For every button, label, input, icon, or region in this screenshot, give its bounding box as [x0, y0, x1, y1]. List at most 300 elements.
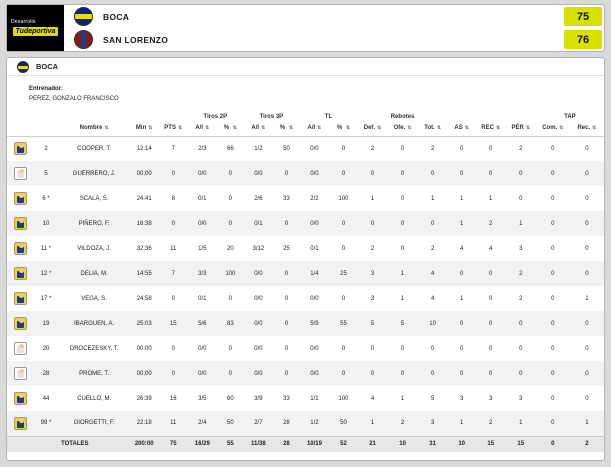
player-name[interactable]: COOPER, T.: [77, 145, 112, 152]
col-3p-ai[interactable]: A/I ⇅: [243, 121, 273, 136]
player-name[interactable]: GUERRERO, J.: [72, 170, 116, 177]
cell-as: 0: [460, 170, 464, 177]
coach-name: PEREZ, GONZALO FRANCISCO: [29, 96, 119, 102]
cell-tap-com: 0: [551, 370, 555, 377]
cell-as: 1: [460, 420, 464, 427]
boca-crest-icon: [17, 61, 29, 73]
cell-pts: 0: [171, 170, 175, 177]
cell-2p-ai: 0/0: [198, 220, 207, 227]
cell-per: 1: [519, 220, 523, 227]
col-pts[interactable]: PTS ⇅: [159, 121, 187, 136]
cell-per: 0: [519, 320, 523, 327]
cell-tl-ai: 5/9: [310, 320, 319, 327]
cell-tl-ai: 0/0: [310, 370, 319, 377]
cell-2p-pct: 0: [228, 170, 232, 177]
cell-tl-pct: 50: [340, 420, 347, 427]
cell-pts: 0: [171, 295, 175, 302]
col-reb-tot[interactable]: Tot. ⇅: [418, 121, 448, 136]
cell-tap-com: 0: [551, 420, 555, 427]
coach-label: Entrenador:: [29, 86, 64, 92]
player-avatar-cell: [7, 311, 33, 336]
totals-3p-ai: 11/38: [243, 436, 273, 452]
player-number: 11 *: [40, 245, 52, 252]
totals-3p-pct: 28: [273, 436, 299, 452]
cell-2p-pct: 100: [225, 270, 236, 277]
col-tl-ai[interactable]: A/I ⇅: [299, 121, 329, 136]
cell-per: 1: [519, 420, 523, 427]
player-icon-blue: [14, 392, 27, 405]
player-icon-blue: [14, 292, 27, 305]
broadcast-logo: [7, 5, 64, 51]
player-name[interactable]: DELIA, M.: [80, 270, 108, 277]
scoreboard: [6, 4, 605, 52]
cell-min: 25:03: [136, 320, 152, 327]
cell-tl-ai: 0/1: [310, 245, 319, 252]
player-avatar-cell: [7, 161, 33, 186]
cell-tap-rec: 0: [585, 370, 589, 377]
cell-reb-tot: 0: [430, 370, 435, 377]
player-icon-blue: [14, 267, 27, 280]
cell-2p-ai: 0/0: [198, 345, 207, 352]
cell-rec: 2: [489, 220, 493, 227]
player-icon-blue: [14, 142, 27, 155]
totals-2p-pct: 55: [217, 436, 243, 452]
cell-2p-ai: 5/6: [198, 320, 207, 327]
table-head: [7, 108, 604, 136]
cell-reb-def: 3: [370, 295, 375, 302]
cell-rec: 0: [489, 270, 493, 277]
group-blank2: [448, 108, 536, 121]
cell-2p-pct: 0: [228, 295, 232, 302]
cell-3p-pct: 0: [284, 220, 289, 227]
cell-tl-ai: 1/2: [310, 420, 319, 427]
player-name[interactable]: DROCEZESKY, T.: [69, 345, 119, 352]
col-min[interactable]: Min ⇅: [129, 121, 159, 136]
cell-3p-pct: 0: [284, 270, 289, 277]
player-number: 20: [42, 345, 50, 352]
cell-pts: 7: [171, 145, 175, 152]
cell-2p-pct: 66: [226, 145, 234, 152]
boxscore-panel: [6, 57, 605, 461]
cell-reb-ofe: 1: [400, 395, 405, 402]
cell-2p-ai: 0/0: [198, 370, 207, 377]
cell-3p-ai: 0/0: [254, 370, 263, 377]
cell-reb-tot: 0: [430, 345, 435, 352]
cell-3p-pct: 0: [284, 295, 289, 302]
totals-reb-ofe: 10: [388, 436, 418, 452]
cell-rec: 1: [489, 195, 493, 202]
col-num-sort[interactable]: [33, 121, 59, 136]
cell-3p-pct: 0: [284, 170, 289, 177]
table-row[interactable]: [7, 136, 604, 161]
cell-3p-ai: 0/0: [254, 345, 263, 352]
cell-per: 3: [519, 245, 523, 252]
boxscore-table: [7, 108, 604, 452]
cell-reb-ofe: 5: [400, 320, 405, 327]
player-avatar-cell: [7, 361, 33, 386]
cell-per: 2: [519, 145, 523, 152]
table-row[interactable]: [7, 386, 604, 411]
cell-tl-pct: 55: [340, 320, 347, 327]
player-name[interactable]: VEGA, S.: [81, 295, 107, 302]
cell-min: 24:58: [136, 295, 152, 302]
cell-reb-ofe: 0: [400, 245, 405, 252]
cell-pts: 16: [169, 395, 177, 402]
cell-min: 14:55: [136, 270, 152, 277]
cell-2p-ai: 0/1: [198, 195, 207, 202]
totals-pts: 75: [159, 436, 187, 452]
cell-2p-ai: 0/1: [198, 295, 207, 302]
cell-tl-ai: 0/0: [310, 170, 319, 177]
cell-tl-ai: 2/2: [310, 195, 319, 202]
group-header-row: [7, 108, 604, 121]
table-row[interactable]: [7, 211, 604, 236]
cell-tl-pct: 0: [341, 370, 346, 377]
scoreboard-team-row-home[interactable]: [64, 5, 606, 28]
cell-tap-rec: 0: [585, 195, 589, 202]
player-number: 6 *: [42, 195, 50, 202]
cell-3p-pct: 25: [283, 245, 290, 252]
player-number: 44: [42, 395, 50, 402]
player-name[interactable]: SCALA, S.: [79, 195, 109, 202]
player-icon-blue: [14, 242, 27, 255]
cell-tl-pct: 0: [341, 220, 346, 227]
cell-3p-pct: 50: [283, 145, 290, 152]
totals-min: 200:00: [129, 436, 159, 452]
cell-pts: 15: [169, 320, 177, 327]
cell-reb-tot: 5: [430, 395, 435, 402]
col-per[interactable]: PÉR ⇅: [506, 121, 536, 136]
table-row[interactable]: [7, 236, 604, 261]
cell-as: 0: [460, 145, 464, 152]
cell-tap-rec: 0: [585, 245, 589, 252]
cell-reb-ofe: 1: [400, 270, 405, 277]
table-row[interactable]: [7, 411, 604, 436]
cell-3p-ai: 0/0: [254, 295, 263, 302]
player-avatar-cell: [7, 386, 33, 411]
col-tap-rec[interactable]: Rec. ⇅: [570, 121, 604, 136]
col-as[interactable]: AS ⇅: [448, 121, 476, 136]
totals-row: [7, 436, 604, 452]
totals-reb-tot: 31: [418, 436, 448, 452]
logo-mark: Tudeportiva: [13, 27, 59, 36]
cell-reb-tot: 1: [430, 195, 435, 202]
cell-2p-ai: 0/0: [198, 170, 207, 177]
player-avatar-cell: [7, 136, 33, 161]
cell-rec: 0: [489, 170, 493, 177]
cell-reb-ofe: 0: [400, 345, 405, 352]
player-number: 5: [44, 170, 48, 177]
player-avatar-cell: [7, 211, 33, 236]
cell-tl-pct: 100: [338, 395, 349, 402]
cell-tl-ai: 0/0: [310, 220, 319, 227]
cell-reb-ofe: 2: [400, 420, 405, 427]
cell-pts: 11: [170, 245, 177, 252]
cell-tap-rec: 1: [585, 295, 589, 302]
table-row[interactable]: [7, 161, 604, 186]
cell-tl-ai: 0/0: [310, 345, 319, 352]
cell-reb-tot: 0: [430, 170, 435, 177]
player-number: 28: [42, 370, 50, 377]
cell-reb-tot: 3: [430, 420, 435, 427]
panel-team-title: BOCA: [36, 62, 59, 71]
cell-per: 0: [519, 345, 523, 352]
cell-as: 1: [460, 220, 464, 227]
table-row[interactable]: [7, 186, 604, 211]
cell-2p-pct: 20: [226, 245, 234, 252]
cell-as: 0: [460, 270, 464, 277]
cell-rec: 3: [489, 395, 493, 402]
col-reb-ofe[interactable]: Ofe. ⇅: [388, 121, 418, 136]
totals-reb-def: 21: [358, 436, 388, 452]
cell-rec: 0: [489, 145, 493, 152]
cell-pts: 7: [171, 270, 175, 277]
player-name[interactable]: CUELLO, M.: [77, 395, 112, 402]
player-name[interactable]: PROME, T.: [79, 370, 110, 377]
cell-tl-pct: 0: [341, 345, 346, 352]
cell-tl-ai: 1/4: [310, 270, 319, 277]
col-2p-ai[interactable]: A/I ⇅: [187, 121, 217, 136]
cell-reb-def: 1: [370, 420, 375, 427]
col-tl-pct[interactable]: % ⇅: [329, 121, 357, 136]
cell-tap-com: 0: [551, 270, 555, 277]
cell-reb-ofe: 0: [400, 170, 405, 177]
cell-reb-ofe: 0: [400, 370, 405, 377]
logo-line1: Desarrollo: [11, 19, 36, 25]
scoreboard-team-row-away[interactable]: [64, 28, 606, 51]
cell-reb-def: 0: [370, 220, 375, 227]
cell-3p-ai: 0/0: [254, 270, 263, 277]
cell-3p-ai: 0/0: [254, 170, 263, 177]
cell-reb-def: 0: [370, 370, 375, 377]
player-avatar-cell: [7, 236, 33, 261]
player-icon-blue: [14, 317, 27, 330]
cell-tap-com: 0: [551, 220, 555, 227]
cell-reb-tot: 10: [429, 320, 436, 327]
cell-3p-ai: 2/7: [254, 420, 263, 427]
cell-tap-com: 0: [551, 145, 555, 152]
player-avatar-cell: [7, 336, 33, 361]
player-number: 99 *: [40, 420, 52, 427]
cell-reb-ofe: 1: [400, 295, 405, 302]
cell-2p-pct: 0: [228, 220, 232, 227]
player-number: 17 *: [40, 295, 52, 302]
player-icon-white: [14, 342, 27, 355]
cell-per: 0: [519, 195, 523, 202]
cell-2p-pct: 0: [228, 345, 232, 352]
column-header-row: [7, 121, 604, 136]
cell-tl-pct: 25: [340, 270, 347, 277]
cell-tap-rec: 0: [585, 320, 589, 327]
cell-tap-rec: 0: [585, 270, 589, 277]
cell-per: 0: [519, 170, 523, 177]
boca-crest-icon: [74, 7, 93, 26]
cell-reb-def: 2: [370, 245, 375, 252]
player-number: 12 *: [40, 270, 52, 277]
table-row[interactable]: [7, 361, 604, 386]
away-team-score: 76: [564, 30, 602, 49]
player-icon-white: [14, 167, 27, 180]
col-rec[interactable]: REC ⇅: [476, 121, 506, 136]
cell-rec: 0: [489, 295, 493, 302]
cell-2p-pct: 60: [226, 395, 234, 402]
cell-reb-ofe: 0: [400, 195, 405, 202]
cell-min: 00:00: [136, 370, 152, 377]
cell-tap-com: 0: [551, 170, 555, 177]
cell-tap-rec: 0: [585, 220, 589, 227]
cell-3p-pct: 0: [284, 320, 289, 327]
totals-as: 10: [448, 436, 476, 452]
col-reb-def[interactable]: Def. ⇅: [358, 121, 388, 136]
cell-2p-ai: 1/5: [198, 245, 207, 252]
cell-as: 4: [460, 245, 464, 252]
totals-label: TOTALES: [59, 436, 129, 452]
cell-reb-def: 3: [370, 270, 375, 277]
player-icon-white: [14, 367, 27, 380]
cell-2p-pct: 0: [228, 195, 232, 202]
player-number: 10: [42, 220, 50, 227]
home-team-score: 75: [564, 7, 602, 26]
cell-3p-ai: 1/2: [254, 145, 263, 152]
table-row[interactable]: [7, 336, 604, 361]
table-foot: [7, 436, 604, 452]
cell-as: 0: [460, 345, 464, 352]
table-body: [7, 136, 604, 436]
group-tl: TL: [324, 114, 333, 120]
cell-reb-ofe: 0: [400, 145, 405, 152]
cell-tl-pct: 0: [341, 145, 346, 152]
cell-reb-def: 0: [370, 345, 375, 352]
cell-tap-rec: 0: [585, 170, 589, 177]
cell-3p-ai: 0/0: [254, 320, 263, 327]
cell-3p-pct: 28: [283, 420, 290, 427]
cell-tap-com: 0: [551, 345, 555, 352]
cell-pts: 0: [171, 370, 175, 377]
player-number: 19: [42, 320, 50, 327]
group-tap: TAP: [564, 114, 576, 120]
cell-rec: 0: [489, 370, 493, 377]
totals-rec: 15: [476, 436, 506, 452]
cell-rec: 0: [489, 320, 493, 327]
cell-tap-com: 0: [551, 295, 555, 302]
cell-min: 32:36: [136, 245, 152, 252]
totals-tap-rec: 2: [570, 436, 604, 452]
group-rebotes: Rebotes: [390, 114, 415, 120]
player-avatar-cell: [7, 286, 33, 311]
player-icon-blue: [14, 417, 27, 430]
cell-3p-pct: 0: [284, 345, 289, 352]
cell-min: 16:38: [136, 220, 152, 227]
col-icon-sort[interactable]: [7, 121, 33, 136]
player-avatar-cell: [7, 411, 33, 436]
cell-min: 26:39: [136, 395, 152, 402]
cell-pts: 0: [171, 345, 175, 352]
player-name[interactable]: GIORGETTI, F.: [73, 420, 115, 427]
cell-reb-def: 1: [370, 195, 375, 202]
cell-per: 3: [519, 395, 523, 402]
cell-tl-pct: 0: [341, 245, 346, 252]
player-number: 2: [44, 145, 48, 152]
cell-pts: 11: [170, 420, 177, 427]
cell-rec: 4: [489, 245, 493, 252]
cell-min: 24:41: [136, 195, 152, 202]
totals-2p-ai: 16/29: [187, 436, 217, 452]
group-tiros3p: Tiros 3P: [259, 114, 284, 120]
home-team-name: BOCA: [103, 11, 130, 22]
cell-2p-ai: 2/3: [198, 145, 207, 152]
cell-as: 3: [460, 395, 464, 402]
table-row[interactable]: [7, 311, 604, 336]
player-name[interactable]: PIÑERO, F.: [78, 220, 110, 227]
cell-rec: 2: [489, 420, 493, 427]
cell-tap-rec: 0: [585, 345, 589, 352]
player-icon-blue: [14, 217, 27, 230]
cell-per: 0: [519, 370, 523, 377]
cell-tl-ai: 0/0: [310, 295, 319, 302]
col-2p-pct[interactable]: % ⇅: [217, 121, 243, 136]
totals-tap-com: 0: [536, 436, 570, 452]
cell-2p-ai: 3/3: [198, 270, 207, 277]
cell-min: 22:18: [136, 420, 152, 427]
cell-tap-rec: 1: [585, 420, 589, 427]
cell-tap-com: 0: [551, 195, 555, 202]
coach-block: [7, 76, 604, 108]
totals-tl-pct: 52: [329, 436, 357, 452]
cell-3p-pct: 0: [284, 370, 289, 377]
player-avatar-cell: [7, 186, 33, 211]
cell-3p-ai: 3/12: [252, 245, 265, 252]
player-name[interactable]: VILDOZA, J.: [77, 245, 111, 252]
col-nombre[interactable]: Nombre ⇅: [59, 121, 129, 136]
cell-tap-rec: 0: [585, 395, 589, 402]
cell-tl-ai: 1/1: [310, 395, 319, 402]
totals-blank1: [7, 436, 33, 452]
table-row[interactable]: [7, 261, 604, 286]
cell-as: 0: [460, 320, 464, 327]
cell-tl-pct: 100: [338, 195, 349, 202]
cell-as: 1: [460, 195, 464, 202]
away-team-name: SAN LORENZO: [103, 34, 169, 45]
totals-blank2: [33, 436, 59, 452]
cell-tap-com: 0: [551, 245, 555, 252]
cell-min: 12:14: [136, 145, 152, 152]
cell-rec: 0: [489, 345, 493, 352]
group-blank: [7, 108, 187, 121]
cell-tap-com: 0: [551, 395, 555, 402]
cell-reb-ofe: 0: [400, 220, 405, 227]
table-row[interactable]: [7, 286, 604, 311]
cell-reb-def: 0: [370, 170, 375, 177]
cell-2p-ai: 3/5: [198, 395, 207, 402]
cell-3p-ai: 3/9: [254, 395, 263, 402]
totals-per: 15: [506, 436, 536, 452]
cell-per: 2: [519, 270, 523, 277]
cell-tl-pct: 0: [341, 295, 346, 302]
cell-2p-pct: 83: [226, 320, 234, 327]
cell-reb-def: 5: [370, 320, 375, 327]
cell-2p-ai: 2/4: [198, 420, 207, 427]
totals-tl-ai: 10/19: [299, 436, 329, 452]
cell-3p-ai: 2/6: [254, 195, 263, 202]
cell-reb-tot: 4: [430, 295, 435, 302]
cell-min: 00:00: [136, 170, 152, 177]
col-tap-com[interactable]: Com. ⇅: [536, 121, 570, 136]
cell-tap-com: 0: [551, 320, 555, 327]
player-name[interactable]: IBARGUEN, A.: [74, 320, 115, 327]
col-3p-pct[interactable]: % ⇅: [273, 121, 299, 136]
cell-pts: 0: [171, 220, 175, 227]
cell-3p-ai: 0/1: [254, 220, 263, 227]
